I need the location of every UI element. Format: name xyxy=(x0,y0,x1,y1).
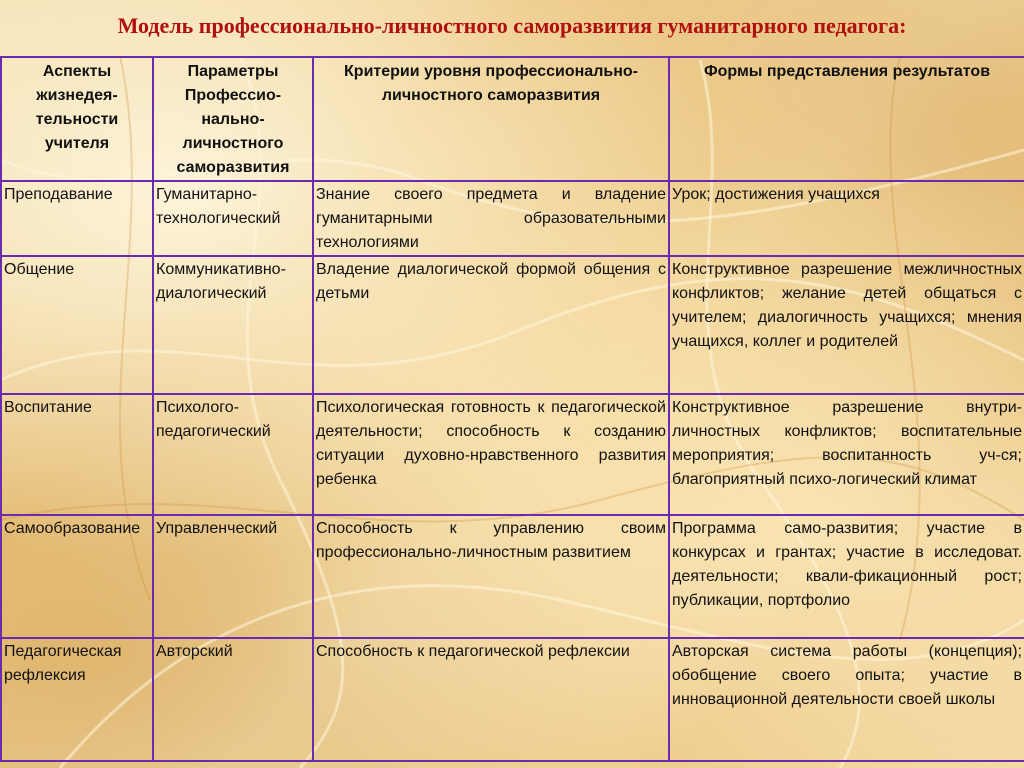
header-aspects: Аспекты жизнедея-тельности учителя xyxy=(1,57,153,181)
cell-forms: Программа само-развития; участие в конкурсах и грантах; участие в исследоват. деятельности; квали-фикационный рост; публикации, портфолио xyxy=(669,515,1024,638)
table-header-row xyxy=(1,57,1024,181)
cell-forms: Конструктивное разрешение межличностных конфликтов; желание детей общаться с учителем; диалогичность учащихся; мнения учащихся, коллег и родителей xyxy=(669,256,1024,394)
slide-title: Модель профессионально-личностного саморазвития гуманитарного педагога: xyxy=(117,13,907,38)
table-row xyxy=(1,638,1024,761)
cell-parameter: Гуманитарно-технологический xyxy=(153,181,313,256)
self-development-model-table xyxy=(0,56,1024,762)
cell-criteria: Способность к управлению своим профессионально-личностным развитием xyxy=(313,515,669,638)
cell-criteria: Знание своего предмета и владение гуманитарными образовательными технологиями xyxy=(313,181,669,256)
header-criteria: Критерии уровня профессионально-личностного саморазвития xyxy=(313,57,669,181)
cell-aspect: Общение xyxy=(1,256,153,394)
table-row xyxy=(1,181,1024,256)
cell-criteria: Способность к педагогической рефлексии xyxy=(313,638,669,761)
cell-parameter: Авторский xyxy=(153,638,313,761)
cell-parameter: Коммуникативно-диалогический xyxy=(153,256,313,394)
table-row xyxy=(1,256,1024,394)
cell-forms: Урок; достижения учащихся xyxy=(669,181,1024,256)
cell-criteria: Владение диалогической формой общения с детьми xyxy=(313,256,669,394)
cell-forms: Конструктивное разрешение внутри-личностных конфликтов; воспитательные мероприятия; воспитанность уч-ся; благоприятный психо-логический климат xyxy=(669,394,1024,515)
cell-aspect: Самообразование xyxy=(1,515,153,638)
cell-aspect: Педагогическая рефлексия xyxy=(1,638,153,761)
cell-parameter: Психолого-педагогический xyxy=(153,394,313,515)
header-forms: Формы представления результатов xyxy=(669,57,1024,181)
cell-criteria: Психологическая готовность к педагогической деятельности; способность к созданию ситуации духовно-нравственного развития ребенка xyxy=(313,394,669,515)
table-row xyxy=(1,394,1024,515)
cell-parameter: Управленческий xyxy=(153,515,313,638)
cell-forms: Авторская система работы (концепция); обобщение своего опыта; участие в инновационной деятельности своей школы xyxy=(669,638,1024,761)
table-row xyxy=(1,515,1024,638)
header-parameters: Параметры Профессио-нально-личностного саморазвития xyxy=(153,57,313,181)
cell-aspect: Воспитание xyxy=(1,394,153,515)
cell-aspect: Преподавание xyxy=(1,181,153,256)
